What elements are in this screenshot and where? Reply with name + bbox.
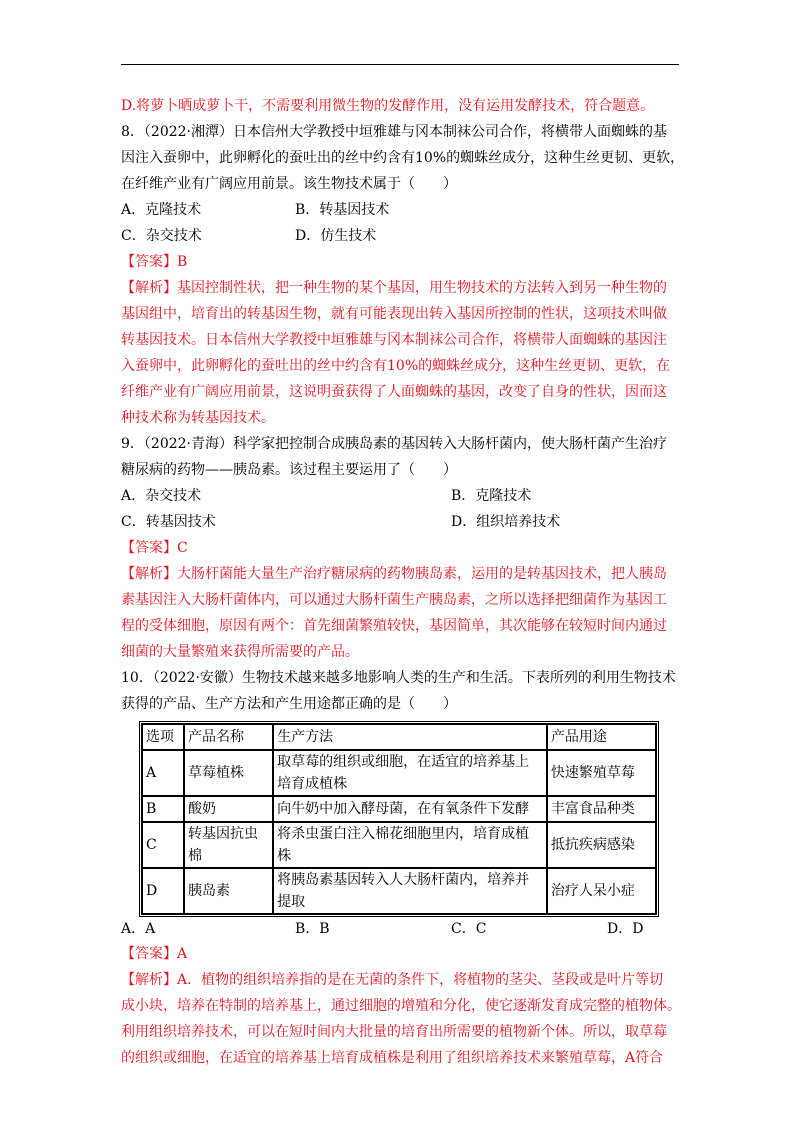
- options-q9: [121, 483, 679, 535]
- analysis-line: 成小块，培养在特制的培养基上，通过细胞的增殖和分化，使它逐渐发育成完整的植物体。: [121, 998, 681, 1014]
- answer-value: B: [177, 254, 188, 270]
- table-cell: 草莓植株: [184, 750, 273, 796]
- answer-tag: 【答案】: [121, 946, 177, 962]
- option-b[interactable]: B．B: [295, 921, 330, 937]
- table-cell: 治疗人呆小症: [547, 868, 656, 914]
- table-header-cell: 生产方法: [273, 724, 547, 750]
- table-cell: C: [142, 822, 184, 868]
- analysis-tag: 【解析】: [121, 972, 177, 988]
- answer-table: [139, 721, 659, 917]
- answer-tag: 【答案】: [121, 540, 177, 556]
- question-line: 8．（2022·湘潭）日本信州大学教授中垣雅雄与冈本制袜公司合作，将横带人面蜘蛛的基: [121, 124, 667, 140]
- table-cell: 将杀虫蛋白注入棉花细胞里内，培育成植株: [273, 822, 547, 868]
- table-row: [142, 750, 656, 796]
- analysis-10: [121, 967, 679, 1071]
- table-cell: 将胰岛素基因转入人大肠杆菌内，培养并提取: [273, 868, 547, 914]
- analysis-line: 的组织或细胞，在适宜的培养基上培育成植株是利用了组织培养技术来繁殖草莓，A符合: [121, 1050, 664, 1066]
- analysis-line: 利用组织培养技术，可以在短时间内大批量的培育出所需要的植物新个体。所以，取草莓: [121, 1024, 667, 1040]
- table-cell: B: [142, 796, 184, 822]
- analysis-8: [121, 275, 679, 431]
- analysis-line: 基因组中，培育出的转基因生物，就有可能表现出转入基因所控制的性状，这项技术叫做: [121, 306, 667, 322]
- question-line: 糖尿病的药物——胰岛素。该过程主要运用了（ ）: [121, 462, 457, 478]
- question-8: [121, 119, 685, 197]
- option-a[interactable]: A．杂交技术: [121, 488, 202, 504]
- option-c[interactable]: C．杂交技术: [121, 228, 202, 244]
- analysis-line: 入蚕卵中，此卵孵化的蚕吐出的丝中约含有10%的蜘蛛丝成分，这种生丝更韧、更软，在: [121, 358, 671, 374]
- table-cell: 抵抗疾病感染: [547, 822, 656, 868]
- table-header-cell: 产品名称: [184, 724, 273, 750]
- analysis-line: 大肠杆菌能大量生产治疗糖尿病的药物胰岛素，运用的是转基因技术，把人胰岛: [177, 566, 667, 582]
- analysis-line: 基因控制性状，把一种生物的某个基因，用生物技术的方法转入到另一种生物的: [177, 280, 667, 296]
- answer-value: A: [177, 946, 188, 962]
- option-d[interactable]: D．组织培养技术: [451, 514, 561, 530]
- table-cell: 快速繁殖草莓: [547, 750, 656, 796]
- table-header-cell: 选项: [142, 724, 184, 750]
- option-a[interactable]: A．克隆技术: [121, 202, 202, 218]
- question-line: 9．（2022·青海）科学家把控制合成胰岛素的基因转入大肠杆菌内，使大肠杆菌产生治疗: [121, 436, 667, 452]
- question-line: 在纤维产业有广阔应用前景。该生物技术属于（ ）: [121, 176, 457, 192]
- option-c[interactable]: C．C: [451, 921, 487, 937]
- answer-tag: 【答案】: [121, 254, 177, 270]
- option-d[interactable]: D．仿生技术: [295, 228, 377, 244]
- table-header-cell: 产品用途: [547, 724, 656, 750]
- options-q8: [121, 197, 679, 249]
- table-cell: D: [142, 868, 184, 914]
- answer-9: [121, 535, 679, 561]
- answer-value: C: [177, 540, 188, 556]
- table-cell: 取草莓的组织或细胞，在适宜的培养基上培育成植株: [273, 750, 547, 796]
- document-body: [121, 93, 685, 1071]
- option-b[interactable]: B．转基因技术: [295, 202, 390, 218]
- table-cell: 向牛奶中加入酵母菌，在有氧条件下发酵: [273, 796, 547, 822]
- analysis-9: [121, 561, 679, 665]
- question-line: 获得的产品、生产方法和产生用途都正确的是（ ）: [121, 696, 457, 712]
- analysis-continuation: D.将萝卜晒成萝卜干，不需要利用微生物的发酵作用，没有运用发酵技术，符合题意。: [121, 98, 655, 114]
- analysis-line: 纤维产业有广阔应用前景，这说明蚕获得了人面蜘蛛的基因，改变了自身的性状，因而这: [121, 384, 667, 400]
- option-b[interactable]: B．克隆技术: [451, 488, 532, 504]
- analysis-tag: 【解析】: [121, 566, 177, 582]
- option-c[interactable]: C．转基因技术: [121, 514, 216, 530]
- option-a[interactable]: A．A: [121, 921, 156, 937]
- table-row: [142, 868, 656, 914]
- table-cell: 胰岛素: [184, 868, 273, 914]
- analysis-line: 素基因注入大肠杆菌体内，可以通过大肠杆菌生产胰岛素，之所以选择把细菌作为基因工: [121, 592, 667, 608]
- question-9: [121, 431, 679, 483]
- table-cell: A: [142, 750, 184, 796]
- question-line: 因注入蚕卵中，此卵孵化的蚕吐出的丝中约含有10%的蜘蛛丝成分，这种生丝更韧、更软，: [121, 150, 685, 166]
- analysis-line: 程的受体细胞，原因有两个：首先细菌繁殖较快，基因简单，其次能够在较短时间内通过: [121, 618, 667, 634]
- answer-8: [121, 249, 679, 275]
- table-cell: 转基因抗虫棉: [184, 822, 273, 868]
- table-header-row: [142, 724, 656, 750]
- option-d[interactable]: D．D: [607, 921, 644, 937]
- options-q10: [121, 917, 679, 941]
- analysis-line: 转基因技术。日本信州大学教授中垣雅雄与冈本制袜公司合作，将横带人面蜘蛛的基因注: [121, 332, 667, 348]
- question-line: 10．（2022·安徽）生物技术越来越多地影响人类的生产和生活。下表所列的利用生物技术: [121, 670, 676, 686]
- table-row: [142, 796, 656, 822]
- table-cell: 酸奶: [184, 796, 273, 822]
- analysis-line: 种技术称为转基因技术。: [121, 410, 275, 426]
- analysis-line: 细菌的大量繁殖来获得所需要的产品。: [121, 644, 359, 660]
- question-10: [121, 665, 679, 717]
- table-cell: 丰富食品种类: [547, 796, 656, 822]
- answer-10: [121, 941, 679, 967]
- table-row: [142, 822, 656, 868]
- analysis-line: A．植物的组织培养指的是在无菌的条件下，将植物的茎尖、茎段或是叶片等切: [177, 972, 664, 988]
- analysis-tag: 【解析】: [121, 280, 177, 296]
- header-rule: [121, 64, 679, 65]
